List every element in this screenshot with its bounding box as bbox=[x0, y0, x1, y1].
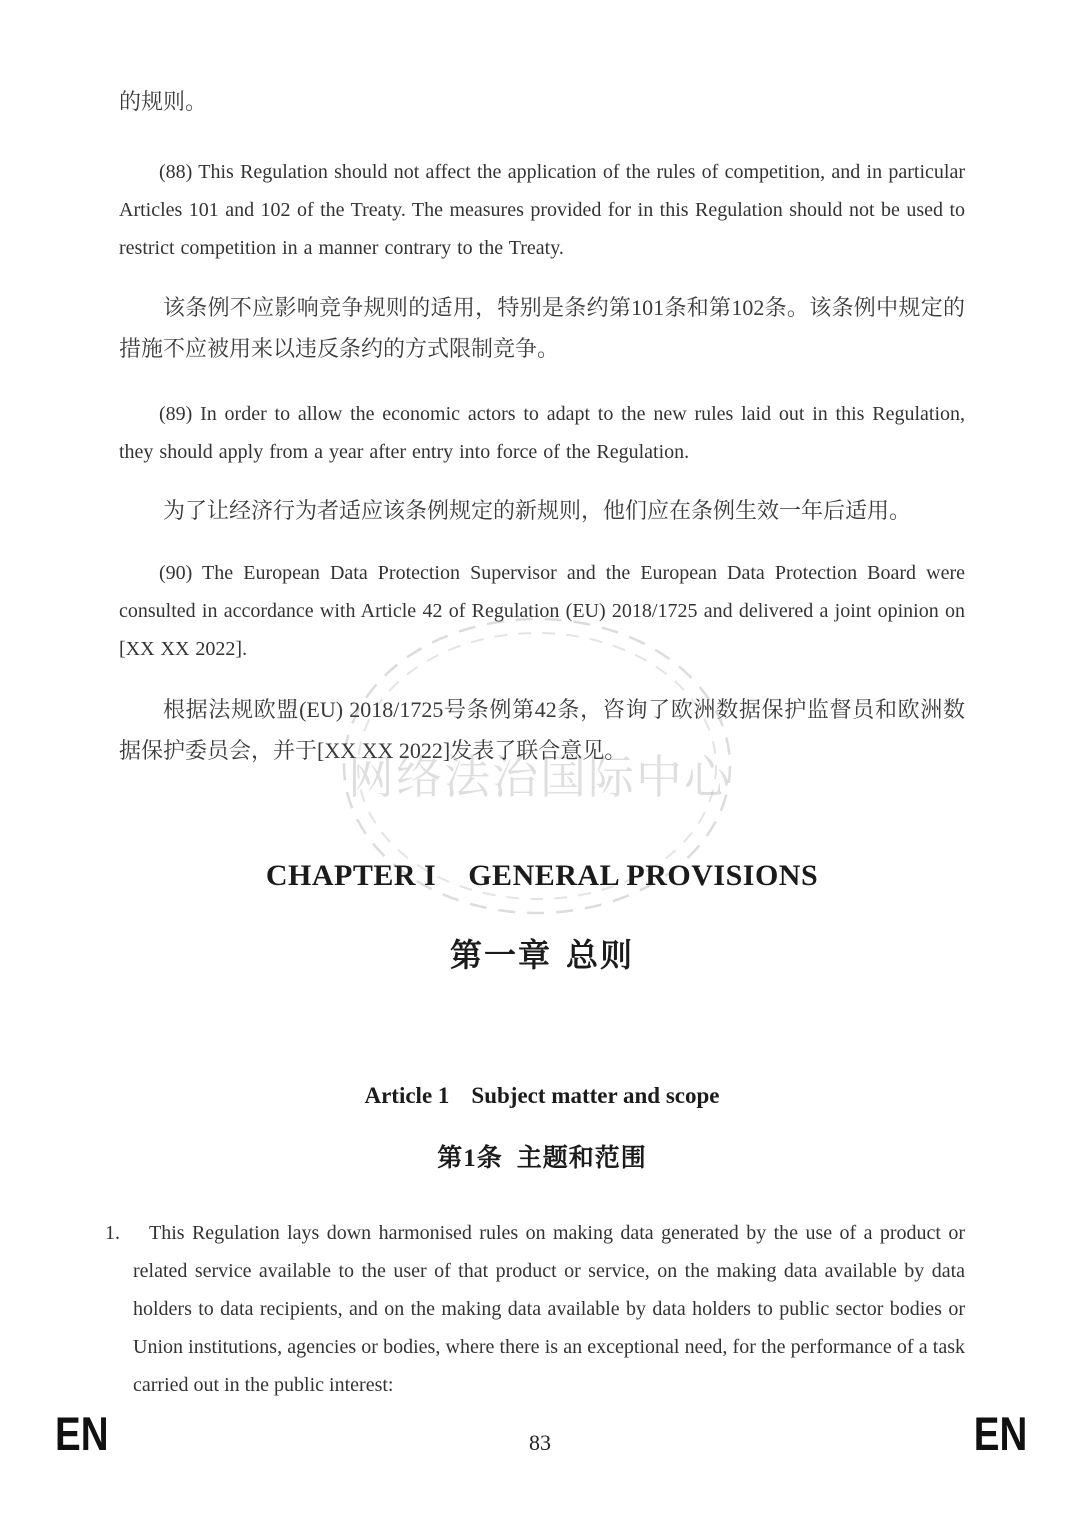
chapter-label-zh: 第一章 bbox=[449, 937, 552, 973]
footer-lang-marker-left: EN bbox=[55, 1407, 109, 1460]
list-item-text: This Regulation lays down harmonised rules on making data generated by the use of a product or related service available to the user of that product or service, on the making data available by data holders to data recipients, and on the making data available by data holders to public sector bodies or Union institutions, agencies or bodies, where there is an exceptional need, for the performance of a task carried out in the public interest: bbox=[133, 1222, 965, 1396]
recital-89-en: (89) In order to allow the economic actors to adapt to the new rules laid out in this Regulation, they should apply from a year after entry into force of the Regulation. bbox=[119, 403, 965, 463]
article-heading-en bbox=[119, 1081, 965, 1111]
article-heading-zh bbox=[119, 1143, 965, 1175]
recital-89-zh: 为了让经济行为者适应该条例规定的新规则，他们应在条例生效一年后适用。 bbox=[163, 498, 912, 523]
chapter-heading-en bbox=[119, 858, 965, 894]
chapter-heading-zh bbox=[119, 935, 965, 975]
chapter-title-zh: 总则 bbox=[566, 937, 635, 973]
article-title-en: Subject matter and scope bbox=[471, 1083, 720, 1108]
recital-88-en: (88) This Regulation should not affect the application of the rules of competition, and in particular Articles 101 and 102 of the Treaty. The measures provided for in this Regulation should not be used to restrict competition in a manner contrary to the Treaty. bbox=[119, 161, 965, 259]
article-label-zh: 第1条 bbox=[437, 1145, 503, 1172]
watermark-text: 网络法治国际中心 bbox=[348, 752, 732, 803]
chapter-title-en: GENERAL PROVISIONS bbox=[468, 859, 819, 892]
chapter-label-en: CHAPTER I bbox=[265, 859, 437, 892]
paragraph-continuation-zh: 的规则。 bbox=[119, 89, 208, 114]
page-number: 83 bbox=[529, 1430, 551, 1455]
article-label-en: Article 1 bbox=[364, 1083, 450, 1108]
list-item-1 bbox=[105, 1214, 965, 1404]
footer-lang-marker-right: EN bbox=[973, 1407, 1027, 1460]
recital-88-zh: 该条例不应影响竞争规则的适用，特别是条约第101条和第102条。该条例中规定的措施不应被用来以违反条约的方式限制竞争。 bbox=[119, 295, 965, 361]
article-title-zh: 主题和范围 bbox=[516, 1145, 647, 1172]
recital-90-zh: 根据法规欧盟(EU) 2018/1725号条例第42条，咨询了欧洲数据保护监督员和欧洲数据保护委员会，并于[XX XX 2022]发表了联合意见。 bbox=[119, 697, 965, 763]
recital-90-en: (90) The European Data Protection Supervisor and the European Data Protection Board were consulted in accordance with Article 42 of Regulation (EU) 2018/1725 and delivered a joint opinion on [XX XX 2022]. bbox=[119, 562, 965, 660]
list-item-number: 1. bbox=[105, 1222, 120, 1244]
